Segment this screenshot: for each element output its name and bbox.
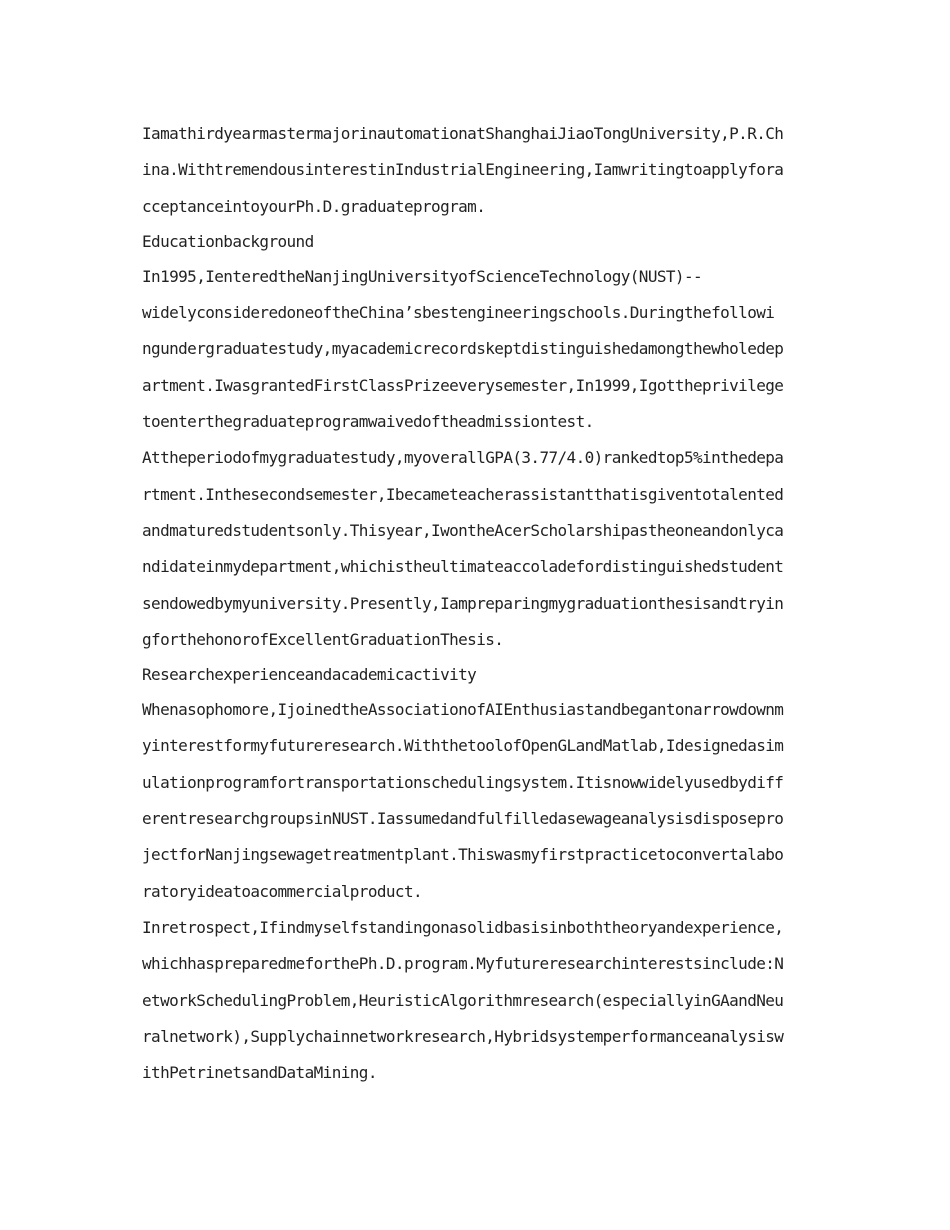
education-line-3: ngundergraduatestudy,myacademicrecordskeptdistinguishedamongthewholedep	[142, 339, 784, 359]
intro-line-3: cceptanceintoyourPh.D.graduateprogram.	[142, 196, 486, 216]
education-line-5: toenterthegraduateprogramwaivedoftheadmissiontest.	[142, 412, 594, 432]
graduate-line-2: rtment.Inthesecondsemester,Ibecameteacherassistantthatisgiventotalented	[142, 484, 784, 504]
research-line-3: ulationprogramfortransportationschedulingsystem.Itisnowwidelyusedbydiff	[142, 772, 784, 792]
research-line-1: Whenasophomore,IjoinedtheAssociationofAIEnthusiastandbegantonarrowdownm	[142, 700, 784, 720]
document-body	[142, 116, 812, 1091]
section-heading-education: Educationbackground	[142, 231, 314, 251]
research-line-2: yinterestformyfutureresearch.WiththetoolofOpenGLandMatlab,Idesignedasim	[142, 736, 784, 756]
graduate-line-6: gforthehonorofExcellentGraduationThesis.	[142, 629, 504, 649]
conclusion-line-3: etworkSchedulingProblem,HeuristicAlgorithmresearch(especiallyinGAandNeu	[142, 990, 784, 1010]
education-line-4: artment.IwasgrantedFirstClassPrizeeverysemester,In1999,Igottheprivilege	[142, 375, 784, 395]
research-line-6: ratoryideatoacommercialproduct.	[142, 881, 423, 901]
research-line-5: jectforNanjingsewagetreatmentplant.Thiswasmyfirstpracticetoconvertalabo	[142, 845, 784, 865]
conclusion-line-2: whichhaspreparedmeforthePh.D.program.Myfutureresearchinterestsinclude:N	[142, 954, 784, 974]
intro-line-1: IamathirdyearmastermajorinautomationatShanghaiJiaoTongUniversity,P.R.Ch	[142, 124, 784, 143]
graduate-line-5: sendowedbymyuniversity.Presently,Iampreparingmygraduationthesisandtryin	[142, 593, 784, 613]
education-line-1: In1995,IenteredtheNanjingUniversityofScienceTechnology(NUST)--	[142, 266, 703, 286]
graduate-line-3: andmaturedstudentsonly.Thisyear,IwontheAcerScholarshipastheoneandonlyca	[142, 520, 784, 540]
intro-line-2: ina.WithtremendousinterestinIndustrialEngineering,Iamwritingtoapplyfora	[142, 160, 784, 180]
conclusion-line-5: ithPetrinetsandDataMining.	[142, 1063, 377, 1083]
graduate-line-4: ndidateinmydepartment,whichistheultimateaccoladefordistinguishedstudent	[142, 557, 784, 577]
section-heading-research: Researchexperienceandacademicactivity	[142, 665, 477, 685]
graduate-line-1: Attheperiodofmygraduatestudy,myoverallGPA(3.77/4.0)rankedtop5%inthedepa	[142, 448, 784, 468]
education-line-2: widelyconsideredoneoftheChina’sbestengineeringschools.Duringthefollowi	[142, 303, 775, 323]
conclusion-line-1: Inretrospect,Ifindmyselfstandingonasolidbasisinboththeoryandexperience,	[142, 917, 784, 937]
research-line-4: erentresearchgroupsinNUST.Iassumedandfulfilledasewageanalysisdisposepro	[142, 809, 784, 829]
conclusion-line-4: ralnetwork),Supplychainnetworkresearch,Hybridsystemperformanceanalysisw	[142, 1026, 784, 1046]
